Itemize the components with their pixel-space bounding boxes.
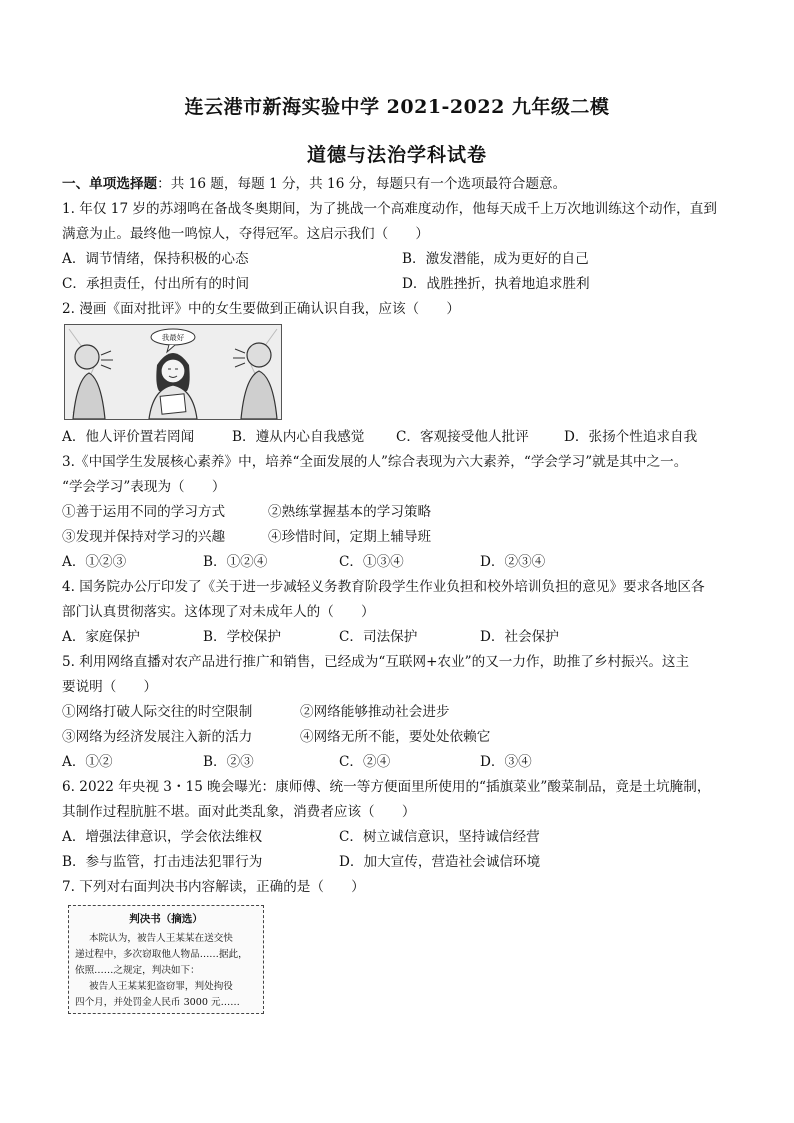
q1-stem-line1: 1. 年仅 17 岁的苏翊鸣在备战冬奥期间，为了挑战一个高难度动作，他每天成千上万次地训练这个动作，直到 bbox=[62, 201, 717, 217]
q5-option-c: C．②④ bbox=[339, 754, 391, 770]
q3-statement-4: ④珍惜时间，定期上辅导班 bbox=[268, 529, 432, 545]
q1-option-d: D．战胜挫折，执着地追求胜利 bbox=[402, 276, 590, 292]
q1-option-b: B．激发潜能，成为更好的自己 bbox=[402, 251, 589, 267]
q4-option-c: C．司法保护 bbox=[339, 629, 418, 645]
q6-stem-line1: 6. 2022 年央视 3・15 晚会曝光：康师傅、统一等方便面里所使用的“插旗菜业”酸菜制品，竟是土坑腌制， bbox=[62, 779, 711, 795]
judgment-line-1: 本院认为，被告人王某某在送交快 bbox=[89, 933, 233, 944]
q5-stem-line1: 5. 利用网络直播对农产品进行推广和销售，已经成为“互联网+农业”的又一力作，助推了乡村振兴。这主 bbox=[62, 654, 690, 670]
q5-option-a: A．①② bbox=[62, 754, 113, 770]
q5-option-d: D．③④ bbox=[480, 754, 532, 770]
q2-option-d: D．张扬个性追求自我 bbox=[564, 429, 698, 445]
q5-option-b: B．②③ bbox=[203, 754, 254, 770]
judgment-document-image bbox=[68, 905, 264, 1014]
q4-option-b: B．学校保护 bbox=[203, 629, 281, 645]
q4-stem-line2: 部门认真贯彻落实。这体现了对未成年人的（ ） bbox=[62, 604, 375, 620]
q3-option-d: D．②③④ bbox=[480, 554, 546, 570]
q6-option-a: A．增强法律意识，学会依法维权 bbox=[62, 829, 263, 845]
judgment-title: 判决书（摘选） bbox=[129, 913, 203, 925]
q7-stem-line1: 7. 下列对右面判决书内容解读，正确的是（ ） bbox=[62, 879, 365, 895]
judgment-line-4: 被告人王某某犯盗窃罪，判处拘役 bbox=[89, 981, 233, 992]
q1-option-c: C．承担责任，付出所有的时间 bbox=[62, 276, 250, 292]
q5-stem-line2: 要说明（ ） bbox=[62, 679, 158, 695]
q1-stem-line2: 满意为止。最终他一鸣惊人，夺得冠军。这启示我们（ ） bbox=[62, 226, 430, 242]
q3-statement-3: ③发现并保持对学习的兴趣 bbox=[62, 529, 226, 545]
q5-statement-2: ②网络能够推动社会进步 bbox=[300, 704, 450, 720]
q6-option-d: D．加大宣传，营造社会诚信环境 bbox=[339, 854, 541, 870]
q2-option-a: A．他人评价置若罔闻 bbox=[62, 429, 195, 445]
q3-option-a: A．①②③ bbox=[62, 554, 127, 570]
judgment-line-2: 递过程中，多次窃取他人物品……据此， bbox=[75, 949, 248, 960]
q3-statement-2: ②熟练掌握基本的学习策略 bbox=[268, 504, 432, 520]
q4-option-a: A．家庭保护 bbox=[62, 629, 140, 645]
q5-statement-4: ④网络无所不能，要处处依赖它 bbox=[300, 729, 491, 745]
q5-statement-1: ①网络打破人际交往的时空限制 bbox=[62, 704, 253, 720]
q4-stem-line1: 4. 国务院办公厅印发了《关于进一步减轻义务教育阶段学生作业负担和校外培训负担的意见》要求各地区各 bbox=[62, 579, 705, 595]
section-header bbox=[62, 175, 566, 193]
q3-stem-line2: “学会学习”表现为（ ） bbox=[62, 479, 226, 495]
comic-drawing bbox=[65, 325, 281, 419]
q2-option-c: C．客观接受他人批评 bbox=[396, 429, 529, 445]
q2-stem-line1: 2. 漫画《面对批评》中的女生要做到正确认识自我，应该（ ） bbox=[62, 301, 460, 317]
q6-stem-line2: 其制作过程肮脏不堪。面对此类乱象，消费者应该（ ） bbox=[62, 804, 416, 820]
section-header-text: ：共 16 题，每题 1 分，共 16 分，每题只有一个选项最符合题意。 bbox=[157, 176, 567, 192]
criticism-comic-image bbox=[64, 324, 282, 420]
q5-statement-3: ③网络为经济发展注入新的活力 bbox=[62, 729, 253, 745]
q3-stem-line1: 3.《中国学生发展核心素养》中，培养“全面发展的人”综合表现为六大素养，“学会学习”就是其中之一。 bbox=[62, 454, 688, 470]
comic-speech-text: 我最好 bbox=[161, 333, 185, 342]
q3-option-b: B．①②④ bbox=[203, 554, 268, 570]
judgment-line-5: 四个月，并处罚金人民币 3000 元…… bbox=[75, 997, 240, 1008]
q4-option-d: D．社会保护 bbox=[480, 629, 559, 645]
q3-statement-1: ①善于运用不同的学习方式 bbox=[62, 504, 226, 520]
q3-option-c: C．①③④ bbox=[339, 554, 404, 570]
judgment-line-3: 依照……之规定，判决如下： bbox=[75, 965, 200, 976]
exam-subtitle: 道德与法治学科试卷 bbox=[306, 144, 487, 166]
section-header-label: 一、单项选择题 bbox=[62, 176, 158, 192]
exam-title: 连云港市新海实验中学 2021-2022 九年级二模 bbox=[184, 96, 610, 118]
q6-option-b: B．参与监管，打击违法犯罪行为 bbox=[62, 854, 263, 870]
q2-option-b: B．遵从内心自我感觉 bbox=[232, 429, 365, 445]
q6-option-c: C．树立诚信意识，坚持诚信经营 bbox=[339, 829, 540, 845]
q1-option-a: A．调节情绪，保持积极的心态 bbox=[62, 251, 249, 267]
